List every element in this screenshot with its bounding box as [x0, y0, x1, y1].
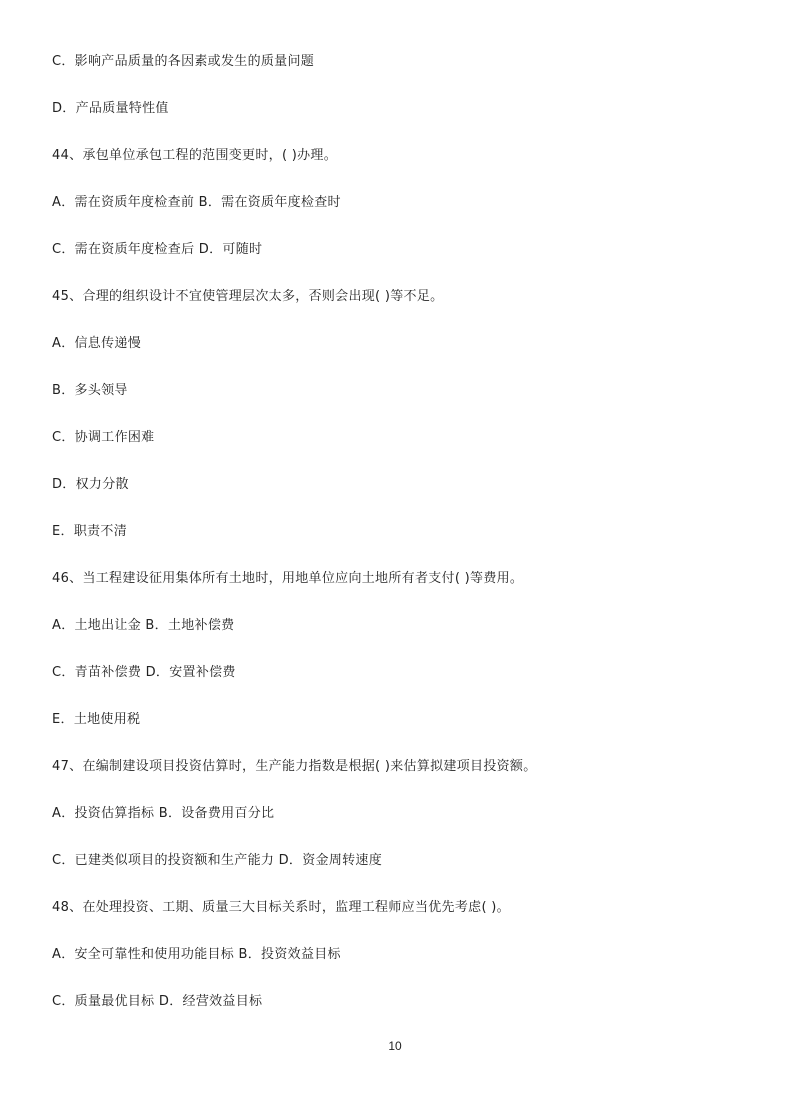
option-c-q43: C．影响产品质量的各因素或发生的质量问题 — [52, 54, 315, 69]
option-e-q46: E．土地使用税 — [52, 712, 141, 727]
option-a-q45: A．信息传递慢 — [52, 336, 141, 351]
options-ab-q44: A．需在资质年度检查前 B．需在资质年度检查时 — [52, 195, 341, 210]
option-d-q43: D．产品质量特性值 — [52, 101, 169, 116]
options-cd-q48: C．质量最优目标 D．经营效益目标 — [52, 994, 263, 1009]
options-ab-q48: A．安全可靠性和使用功能目标 B．投资效益目标 — [52, 947, 341, 962]
page-number: 10 — [388, 1039, 402, 1053]
question-47: 47、在编制建设项目投资估算时，生产能力指数是根据( )来估算拟建项目投资额。 — [52, 759, 537, 774]
option-c-q45: C．协调工作困难 — [52, 430, 155, 445]
question-45: 45、合理的组织设计不宜使管理层次太多，否则会出现( )等不足。 — [52, 289, 444, 304]
option-e-q45: E．职责不清 — [52, 524, 128, 539]
option-d-q45: D．权力分散 — [52, 477, 129, 492]
options-cd-q47: C．已建类似项目的投资额和生产能力 D．资金周转速度 — [52, 853, 383, 868]
options-cd-q46: C．青苗补偿费 D．安置补偿费 — [52, 665, 236, 680]
options-ab-q47: A．投资估算指标 B．设备费用百分比 — [52, 806, 275, 821]
options-ab-q46: A．土地出让金 B．土地补偿费 — [52, 618, 235, 633]
options-cd-q44: C．需在资质年度检查后 D．可随时 — [52, 242, 263, 257]
question-48: 48、在处理投资、工期、质量三大目标关系时，监理工程师应当优先考虑( )。 — [52, 900, 510, 915]
question-44: 44、承包单位承包工程的范围变更时，( )办理。 — [52, 148, 338, 163]
option-b-q45: B．多头领导 — [52, 383, 128, 398]
question-46: 46、当工程建设征用集体所有土地时，用地单位应向土地所有者支付( )等费用。 — [52, 571, 524, 586]
